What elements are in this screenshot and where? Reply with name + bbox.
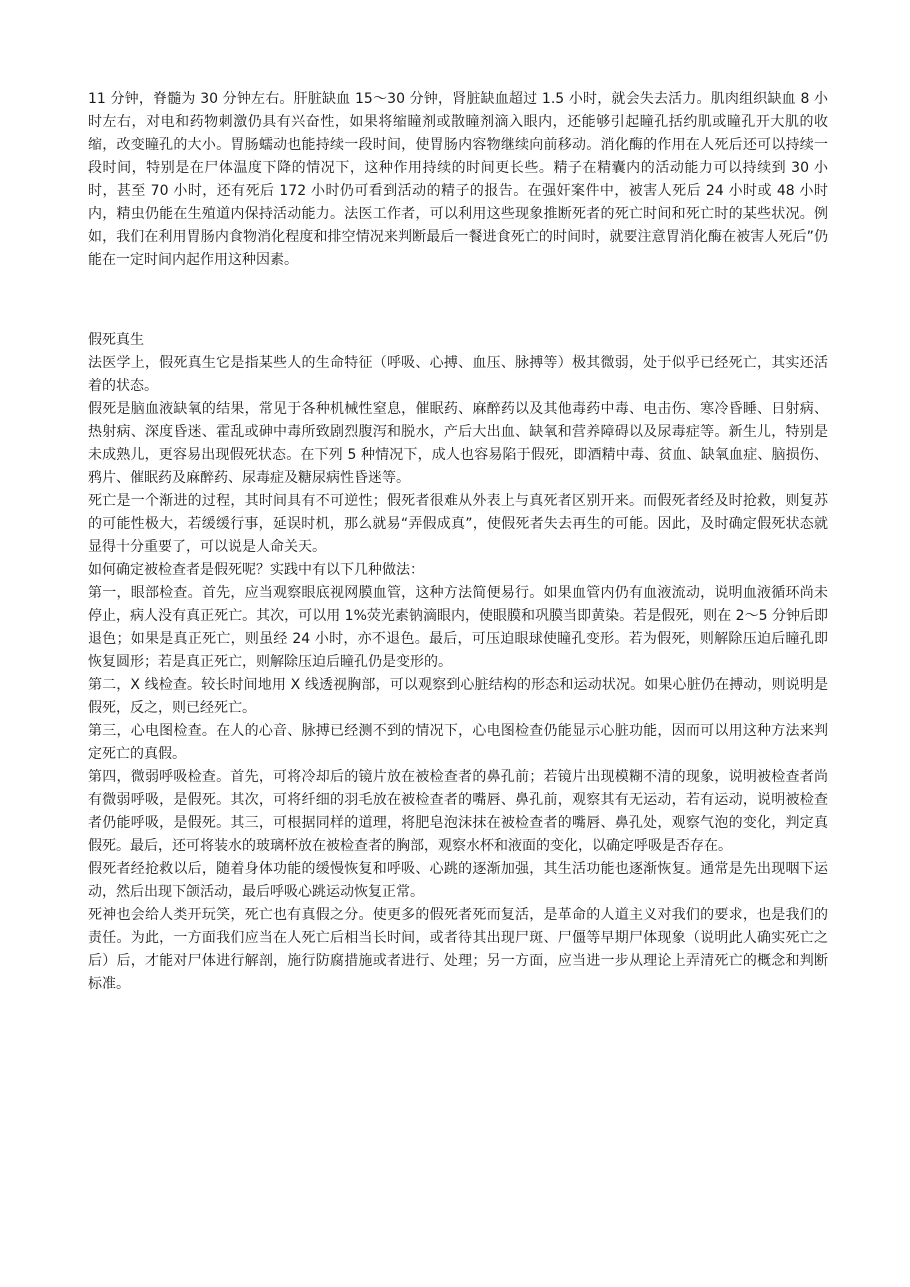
section-title: 假死真生 <box>88 332 144 348</box>
paragraph-question: 如何确定被检查者是假死呢？实践中有以下几种做法： <box>88 562 424 578</box>
paragraph-causes: 假死是脑血液缺氧的结果，常见于各种机械性窒息，催眠药、麻醉药以及其他毒药中毒、电击伤、寒冷昏睡、日射病、热射病、深度昏迷、霍乱或砷中毒所致剧烈腹泻和脱水，产后大出血、缺氧和营养障碍以及尿毒症等。新生儿，特别是未成熟儿，更容易出现假死状态。在下列 5 种情况下，成人也容易陷于假死，即酒精中毒、贫血、缺氧血症、脑损伤、鸦片、催眠药及麻醉药、尿毒症及糖尿病性昏迷等。 <box>88 401 828 486</box>
paragraph-ecg-check: 第三，心电图检查。在人的心音、脉搏已经测不到的情况下，心电图检查仍能显示心脏功能，因而可以用这种方法来判定死亡的真假。 <box>88 723 828 762</box>
paragraph-recovery: 假死者经抢救以后，随着身体功能的缓慢恢复和呼吸、心跳的逐渐加强，其生活功能也逐渐恢复。通常是先出现咽下运动，然后出现下颌活动，最后呼吸心跳运动恢复正常。 <box>88 861 828 900</box>
paragraph-importance: 死亡是一个渐进的过程，其时间具有不可逆性；假死者很难从外表上与真死者区别开来。而假死者经及时抢救，则复苏的可能性极大，若缓缓行事，延误时机，那么就易“弄假成真”，使假死者失去再生的可能。因此，及时确定假死状态就显得十分重要了，可以说是人命关天。 <box>88 493 828 555</box>
document-page <box>88 88 828 996</box>
paragraph-xray-check: 第二，X 线检查。较长时间地用 X 线透视胸部，可以观察到心脏结构的形态和运动状况。如果心脏仍在搏动，则说明是假死，反之，则已经死亡。 <box>88 677 828 716</box>
paragraph-eye-check: 第一，眼部检查。首先，应当观察眼底视网膜血管，这种方法简便易行。如果血管内仍有血液流动，说明血液循环尚未停止，病人没有真正死亡。其次，可以用 1%荧光素钠滴眼内，使眼膜和巩膜当即黄染。若是假死，则在 2～5 分钟后即退色；如果是真正死亡，则虽经 24 小时，亦不退色。最后，可压迫眼球使瞳孔变形。若为假死，则解除压迫后瞳孔即恢复圆形；若是真正死亡，则解除压迫后瞳孔仍是变形的。 <box>88 585 828 670</box>
paragraph-breath-check: 第四，微弱呼吸检查。首先，可将冷却后的镜片放在被检查者的鼻孔前；若镜片出现模糊不清的现象，说明被检查者尚有微弱呼吸，是假死。其次，可将纤细的羽毛放在被检查者的嘴唇、鼻孔前，观察其有无运动，若有运动，说明被检查者仍能呼吸，是假死。其三，可根据同样的道理，将肥皂泡沫抹在被检查者的嘴唇、鼻孔处，观察气泡的变化，判定真假死。最后，还可将装水的玻璃杯放在被检查者的胸部，观察水杯和液面的变化，以确定呼吸是否存在。 <box>88 769 828 854</box>
paragraph-definition: 法医学上，假死真生它是指某些人的生命特征（呼吸、心搏、血压、脉搏等）极其微弱，处于似乎已经死亡，其实还活着的状态。 <box>88 355 828 394</box>
intro-paragraph: 11 分钟，脊髓为 30 分钟左右。肝脏缺血 15～30 分钟，肾脏缺血超过 1.5 小时，就会失去活力。肌肉组织缺血 8 小时左右，对电和药物刺激仍具有兴奋性，如果将缩瞳剂或散瞳剂滴入眼内，还能够引起瞳孔括约肌或瞳孔开大肌的收缩，改变瞳孔的大小。胃肠蠕动也能持续一段时间，使胃肠内容物继续向前移动。消化酶的作用在人死后还可以持续一段时间，特别是在尸体温度下降的情况下，这种作用持续的时间更长些。精子在精囊内的活动能力可以持续到 30 小时，甚至 70 小时，还有死后 172 小时仍可看到活动的精子的报告。在强奸案件中，被害人死后 24 小时或 48 小时内，精虫仍能在生殖道内保持活动能力。法医工作者，可以利用这些现象推断死者的死亡时间和死亡时的某些状况。例如，我们在利用胃肠内食物消化程度和排空情况来判断最后一餐进食死亡的时间时，就要注意胃消化酶在被害人死后”仍能在一定时间内起作用这种因素。 <box>88 91 828 268</box>
paragraph-conclusion: 死神也会给人类开玩笑，死亡也有真假之分。使更多的假死者死而复活，是革命的人道主义对我们的要求，也是我们的责任。为此，一方面我们应当在人死亡后相当长时间，或者待其出现尸斑、尸僵等早期尸体现象（说明此人确实死亡之后）后，才能对尸体进行解剖，施行防腐措施或者进行、处理；另一方面，应当进一步从理论上弄清死亡的概念和判断标准。 <box>88 907 828 992</box>
